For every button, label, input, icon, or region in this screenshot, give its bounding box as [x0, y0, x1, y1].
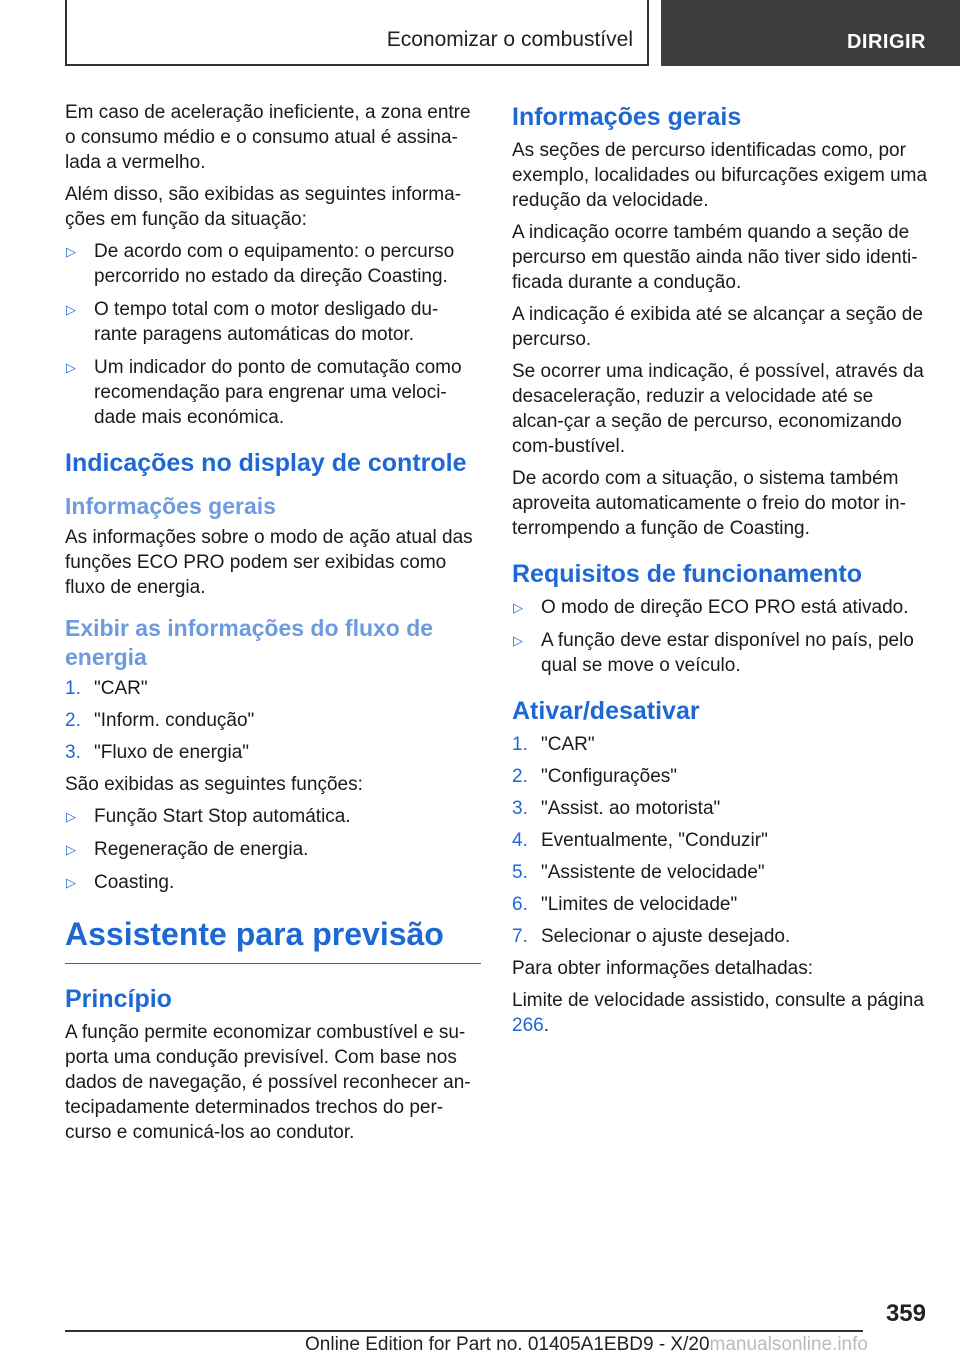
list-item: 4. Eventualmente, "Conduzir" [512, 830, 768, 851]
triangle-bullet-icon: ▷ [66, 244, 76, 259]
chapter-title: DIRIGIR [846, 31, 926, 53]
page-number: 359 [885, 1300, 926, 1327]
list-item: ▷ A função deve estar disponível no país, pelo qual se move o veículo. [513, 630, 914, 676]
list-item: 3. "Fluxo de energia" [65, 742, 250, 763]
bullet-list [512, 595, 928, 678]
list-item: ▷ De acordo com o equipamento: o percurso percorrido no estado da direção Coasting. [66, 241, 455, 287]
paragraph: A indicação ocorre também quando a seção de percurso em questão ainda não tiver sido identi-ficada durante a condução. [512, 222, 918, 293]
paragraph: São exibidas as seguintes funções: [65, 774, 363, 795]
paragraph: As informações sobre o modo de ação atual das funções ECO PRO podem ser exibidas como fluxo de energia. [65, 527, 473, 598]
paragraph: Além disso, são exibidas as seguintes informa-ções em função da situação: [65, 184, 462, 230]
triangle-bullet-icon: ▷ [66, 360, 76, 375]
footer-edition: Online Edition for Part no. 01405A1EBD9 - X/20manualsonline.info [305, 1334, 868, 1355]
paragraph: De acordo com a situação, o sistema também aproveita automaticamente o freio do motor in-terrompendo a função de Coasting. [512, 468, 906, 539]
paragraph: As seções de percurso identificadas como, por exemplo, localidades ou bifurcações exigem uma redução da velocidade. [512, 140, 928, 211]
paragraph: A função permite economizar combustível e su-porta uma condução previsível. Com base nos dados de navegação, é possível reconhecer an-tecipadamente determinados trechos do per-curso e comunicá-los ao condutor. [65, 1022, 471, 1143]
heading-principio: Princípio [65, 985, 172, 1013]
bullet-list [65, 239, 481, 430]
footer-divider [65, 1330, 863, 1332]
list-item: 7. Selecionar o ajuste desejado. [512, 926, 791, 947]
heading-info-gerais: Informações gerais [65, 493, 276, 519]
triangle-bullet-icon: ▷ [66, 875, 76, 890]
list-item: 3. "Assist. ao motorista" [512, 798, 721, 819]
list-item: ▷ Coasting. [66, 872, 175, 893]
section-title: Economizar o combustível [386, 28, 633, 51]
list-item: 1. "CAR" [65, 678, 148, 699]
triangle-bullet-icon: ▷ [513, 600, 523, 615]
list-item: ▷ O modo de direção ECO PRO está ativado. [513, 597, 909, 618]
bullet-list [65, 804, 481, 895]
left-column [65, 100, 481, 1152]
list-item: 6. "Limites de velocidade" [512, 894, 738, 915]
heading-ativar-desativar: Ativar/desativar [512, 697, 700, 725]
heading-assistente-previsao: Assistente para previsão [65, 915, 481, 964]
paragraph-reference: Limite de velocidade assistido, consulte a página 266. [512, 990, 924, 1036]
heading-info-gerais: Informações gerais [512, 103, 742, 131]
heading-display: Indicações no display de controle [65, 449, 467, 477]
steps-list [65, 676, 481, 765]
heading-requisitos: Requisitos de funcionamento [512, 560, 863, 588]
paragraph: Se ocorrer uma indicação, é possível, através da desaceleração, reduzir a velocidade até se alcan-çar a seção de percurso, economizando com-bustível. [512, 361, 924, 457]
triangle-bullet-icon: ▷ [66, 842, 76, 857]
list-item: ▷ Função Start Stop automática. [66, 806, 351, 827]
list-item: ▷ O tempo total com o motor desligado du-rante paragens automáticas do motor. [66, 299, 439, 345]
steps-list [512, 732, 928, 949]
list-item: 5. "Assistente de velocidade" [512, 862, 765, 883]
paragraph: Em caso de aceleração ineficiente, a zona entre o consumo médio e o consumo atual é assina-lada a vermelho. [65, 102, 471, 173]
page-header [0, 0, 960, 66]
list-item: ▷ Um indicador do ponto de comutação como recomendação para engrenar uma veloci-dade mais económica. [66, 357, 462, 428]
list-item: ▷ Regeneração de energia. [66, 839, 309, 860]
triangle-bullet-icon: ▷ [513, 633, 523, 648]
section-header-box [65, 0, 649, 66]
right-column [512, 100, 928, 1045]
paragraph: Para obter informações detalhadas: [512, 958, 814, 979]
watermark-site: manualsonline.info [709, 1334, 868, 1355]
triangle-bullet-icon: ▷ [66, 809, 76, 824]
triangle-bullet-icon: ▷ [66, 302, 76, 317]
chapter-tab[interactable] [661, 0, 960, 66]
list-item: 1. "CAR" [512, 734, 595, 755]
page-link[interactable]: 266 [512, 1015, 544, 1036]
paragraph: A indicação é exibida até se alcançar a seção de percurso. [512, 304, 923, 350]
list-item: 2. "Configurações" [512, 766, 678, 787]
heading-fluxo-energia: Exibir as informações do fluxo de energia [65, 615, 434, 670]
list-item: 2. "Inform. condução" [65, 710, 255, 731]
